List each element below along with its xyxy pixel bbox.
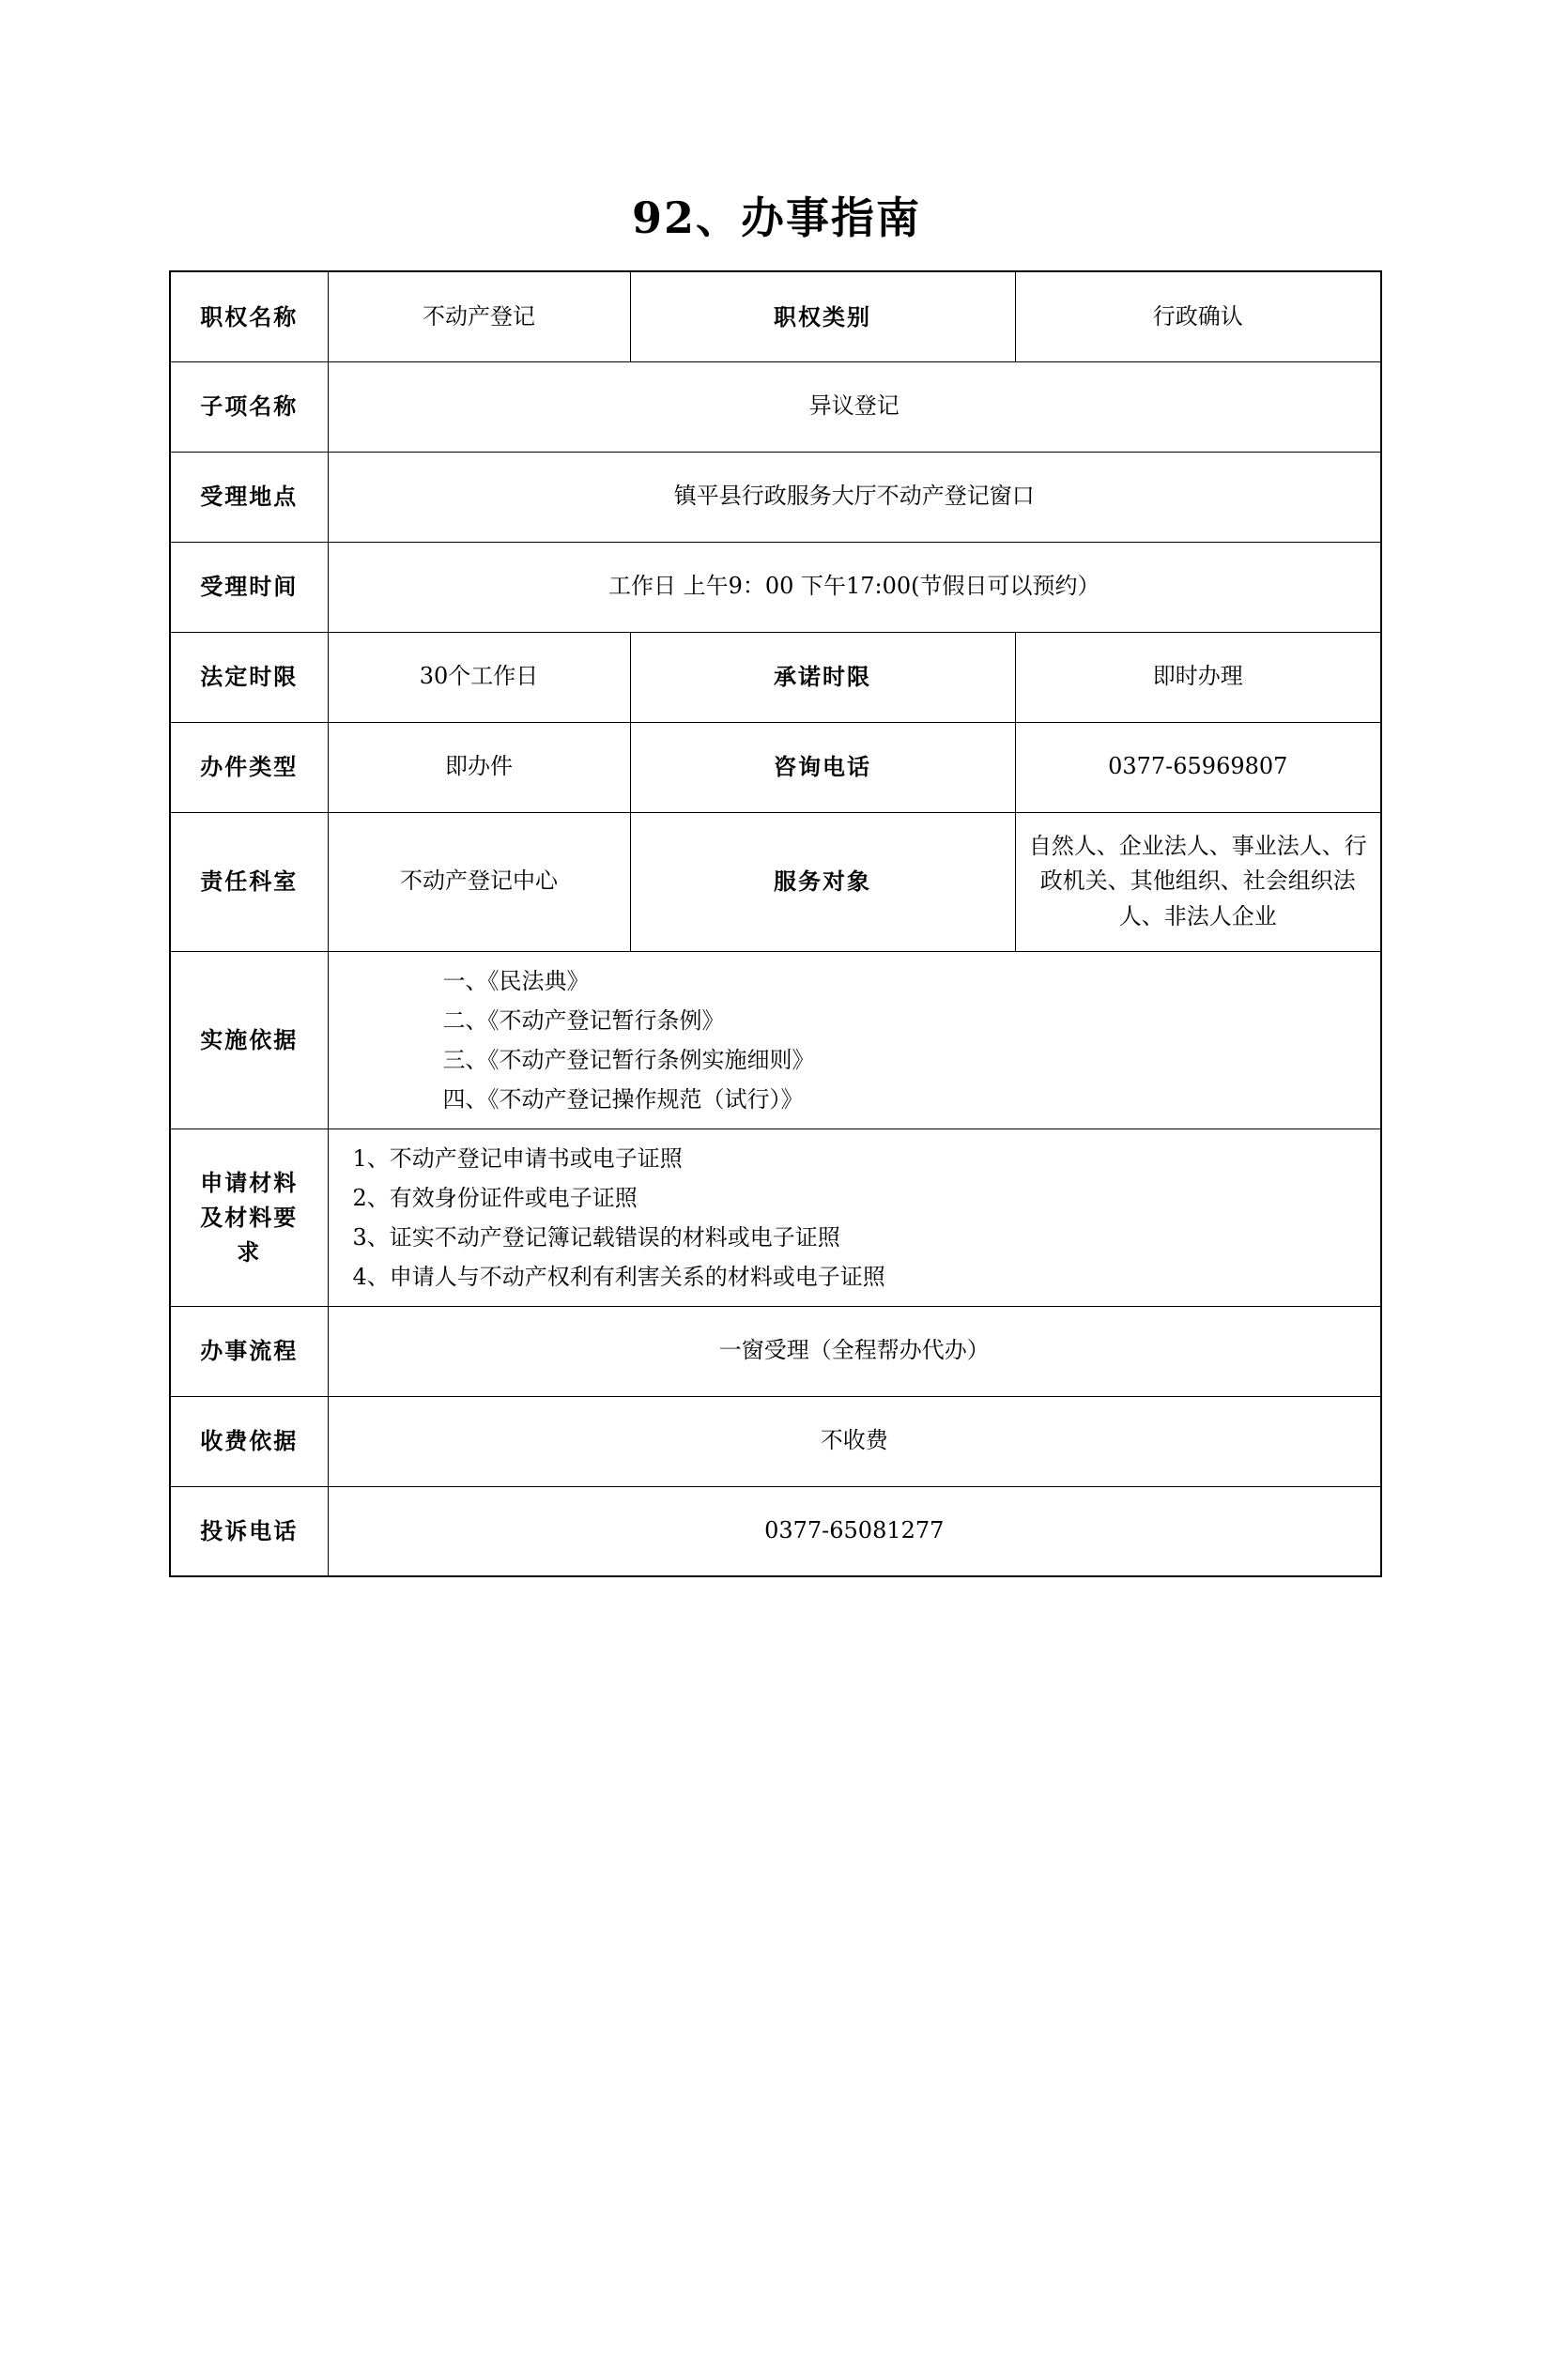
- row-value-application-materials: [328, 1129, 1381, 1306]
- row-value-implementation-basis: [328, 951, 1381, 1129]
- table-row: [170, 1306, 1381, 1396]
- row-label-power-category: 职权类别: [630, 271, 1015, 361]
- table-row: [170, 722, 1381, 812]
- basis-item: 四、《不动产登记操作规范（试行）》: [442, 1085, 804, 1113]
- document-page: [0, 184, 1553, 2380]
- materials-label-line: 求: [237, 1238, 262, 1267]
- table-row: [170, 271, 1381, 361]
- row-value-complaint-phone: 0377-65081277: [328, 1486, 1381, 1576]
- row-label-fees: 收费依据: [170, 1396, 328, 1486]
- row-value-promised-deadline: 即时办理: [1015, 632, 1381, 722]
- table-row: [170, 951, 1381, 1129]
- row-value-legal-deadline: 30个工作日: [328, 632, 630, 722]
- row-label-consult-phone: 咨询电话: [630, 722, 1015, 812]
- row-label-legal-deadline: 法定时限: [170, 632, 328, 722]
- row-label-promised-deadline: 承诺时限: [630, 632, 1015, 722]
- row-label-subitem-name: 子项名称: [170, 361, 328, 452]
- row-label-implementation-basis: 实施依据: [170, 951, 328, 1129]
- row-label-process: 办事流程: [170, 1306, 328, 1396]
- materials-label-line: 及材料要: [200, 1203, 299, 1231]
- row-label-power-name: 职权名称: [170, 271, 328, 361]
- table-row: [170, 361, 1381, 452]
- materials-label-line: 申请材料: [200, 1168, 299, 1196]
- table-row: [170, 542, 1381, 632]
- row-value-case-type: 即办件: [328, 722, 630, 812]
- table-row: [170, 632, 1381, 722]
- service-guide-table: [169, 270, 1382, 1577]
- row-label-application-materials: [170, 1129, 328, 1306]
- row-label-acceptance-location: 受理地点: [170, 452, 328, 542]
- material-item: 1、不动产登记申请书或电子证照: [352, 1144, 683, 1172]
- material-item: 3、证实不动产登记簿记载错误的材料或电子证照: [352, 1223, 840, 1251]
- table-row: [170, 1129, 1381, 1306]
- table-row: [170, 1486, 1381, 1576]
- row-value-acceptance-time: 工作日 上午9：00 下午17:00(节假日可以预约）: [328, 542, 1381, 632]
- row-label-acceptance-time: 受理时间: [170, 542, 328, 632]
- row-label-service-target: 服务对象: [630, 812, 1015, 951]
- table-row: [170, 812, 1381, 951]
- row-value-acceptance-location: 镇平县行政服务大厅不动产登记窗口: [328, 452, 1381, 542]
- table-row: [170, 1396, 1381, 1486]
- row-value-fees: 不收费: [328, 1396, 1381, 1486]
- row-label-case-type: 办件类型: [170, 722, 328, 812]
- basis-item: 二、《不动产登记暂行条例》: [442, 1006, 725, 1034]
- row-label-responsible-dept: 责任科室: [170, 812, 328, 951]
- row-value-power-name: 不动产登记: [328, 271, 630, 361]
- row-value-responsible-dept: 不动产登记中心: [328, 812, 630, 951]
- row-value-subitem-name: 异议登记: [328, 361, 1381, 452]
- row-label-complaint-phone: 投诉电话: [170, 1486, 328, 1576]
- row-value-power-category: 行政确认: [1015, 271, 1381, 361]
- material-item: 4、申请人与不动产权利有利害关系的材料或电子证照: [352, 1263, 885, 1290]
- row-value-service-target: 自然人、企业法人、事业法人、行政机关、其他组织、社会组织法人、非法人企业: [1015, 812, 1381, 951]
- material-item: 2、有效身份证件或电子证照: [352, 1184, 638, 1211]
- page-title: 92、办事指南: [631, 192, 921, 243]
- row-value-process: 一窗受理（全程帮办代办）: [328, 1306, 1381, 1396]
- row-value-consult-phone: 0377-65969807: [1015, 722, 1381, 812]
- table-row: [170, 452, 1381, 542]
- basis-item: 一、《民法典》: [442, 967, 590, 994]
- basis-item: 三、《不动产登记暂行条例实施细则》: [442, 1046, 815, 1073]
